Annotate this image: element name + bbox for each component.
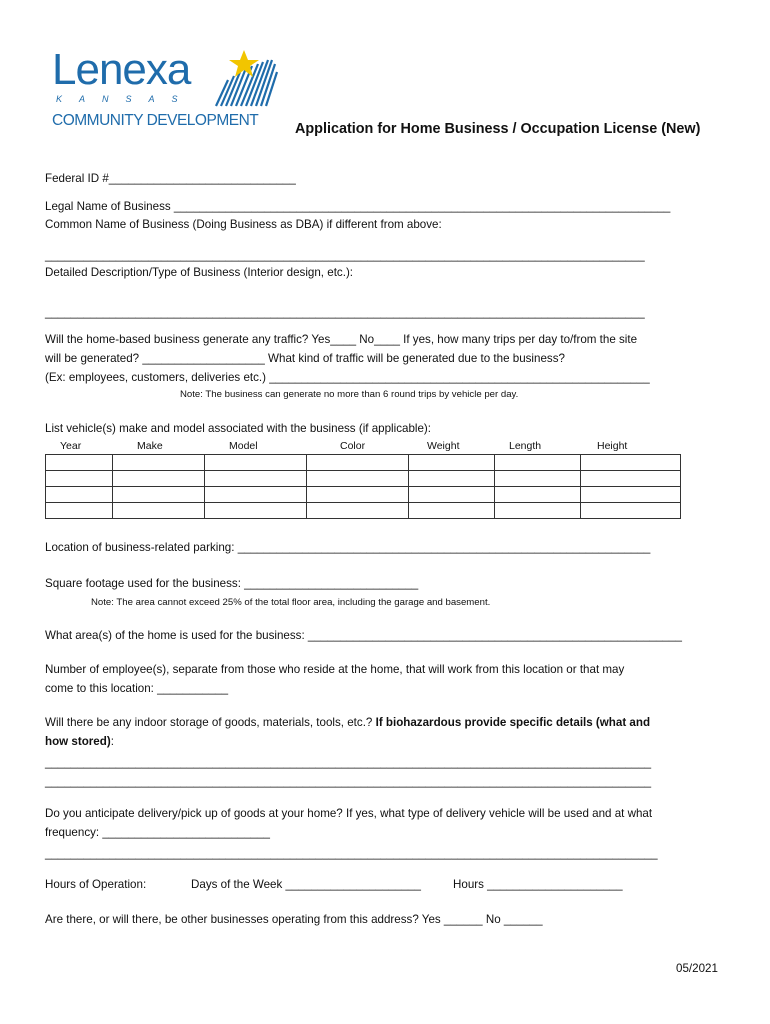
legal-name-field[interactable]: Legal Name of Business _____________________________________________________________________________ bbox=[45, 200, 671, 213]
traffic-note: Note: The business can generate no more than 6 round trips by vehicle per day. bbox=[180, 389, 519, 400]
logo-wordmark: Lenexa bbox=[52, 45, 191, 94]
square-footage-field[interactable]: Square footage used for the business: ___________________________ bbox=[45, 577, 419, 590]
traffic-trips-field[interactable]: will be generated? ___________________ What kind of traffic will be generated due to the business? bbox=[45, 352, 565, 365]
table-cell[interactable] bbox=[581, 471, 681, 487]
table-cell[interactable] bbox=[307, 503, 409, 519]
table-cell[interactable] bbox=[113, 455, 205, 471]
table-cell[interactable] bbox=[307, 455, 409, 471]
other-businesses-field[interactable]: Are there, or will there, be other businesses operating from this address? Yes ______ No ______ bbox=[45, 913, 543, 926]
logo-subtitle: COMMUNITY DEVELOPMENT bbox=[52, 112, 259, 129]
table-cell[interactable] bbox=[113, 471, 205, 487]
storage-question bbox=[45, 716, 650, 730]
table-cell[interactable] bbox=[409, 471, 495, 487]
table-cell[interactable] bbox=[409, 487, 495, 503]
days-of-week-field[interactable]: Days of the Week _____________________ bbox=[191, 878, 421, 891]
vehicle-header-make: Make bbox=[137, 440, 163, 452]
vehicle-table bbox=[45, 454, 681, 519]
employees-field[interactable]: come to this location: ___________ bbox=[45, 682, 229, 695]
traffic-example-field[interactable]: (Ex: employees, customers, deliveries etc.) ___________________________________________________________ bbox=[45, 371, 650, 384]
square-footage-note: Note: The area cannot exceed 25% of the total floor area, including the garage and basement. bbox=[91, 597, 491, 608]
table-cell[interactable] bbox=[495, 503, 581, 519]
common-name-label: Common Name of Business (Doing Business as DBA) if different from above: bbox=[45, 218, 442, 231]
table-cell[interactable] bbox=[581, 455, 681, 471]
logo-state: KANSAS bbox=[56, 94, 195, 104]
storage-question-cont bbox=[45, 735, 114, 749]
home-areas-field[interactable]: What area(s) of the home is used for the business: __________________________________________________________ bbox=[45, 629, 682, 642]
hours-field[interactable]: Hours _____________________ bbox=[453, 878, 623, 891]
vehicle-header-color: Color bbox=[340, 440, 366, 452]
federal-id-field[interactable]: Federal ID #_____________________________ bbox=[45, 172, 296, 185]
common-name-field[interactable]: _____________________________________________________________________________________________ bbox=[45, 249, 645, 262]
vehicle-header-weight: Weight bbox=[427, 440, 460, 452]
table-row bbox=[46, 471, 681, 487]
table-cell[interactable] bbox=[205, 471, 307, 487]
table-cell[interactable] bbox=[205, 455, 307, 471]
table-row bbox=[46, 487, 681, 503]
table-cell[interactable] bbox=[113, 487, 205, 503]
employees-question: Number of employee(s), separate from those who reside at the home, that will work from this location or that may bbox=[45, 663, 625, 676]
table-cell[interactable] bbox=[205, 503, 307, 519]
parking-field[interactable]: Location of business-related parking: ________________________________________________________________ bbox=[45, 541, 651, 554]
storage-field-line-2[interactable]: ______________________________________________________________________________________________ bbox=[45, 775, 652, 788]
storage-field-line-1[interactable]: ______________________________________________________________________________________________ bbox=[45, 756, 652, 769]
table-cell[interactable] bbox=[495, 455, 581, 471]
table-cell[interactable] bbox=[46, 503, 113, 519]
table-cell[interactable] bbox=[205, 487, 307, 503]
table-cell[interactable] bbox=[409, 503, 495, 519]
delivery-frequency-field[interactable]: frequency: __________________________ bbox=[45, 826, 271, 839]
logo-star-grass-icon bbox=[210, 46, 280, 108]
storage-how-stored: how stored) bbox=[45, 735, 111, 748]
table-cell[interactable] bbox=[46, 487, 113, 503]
table-cell[interactable] bbox=[46, 455, 113, 471]
table-cell[interactable] bbox=[495, 471, 581, 487]
vehicle-header-model: Model bbox=[229, 440, 258, 452]
table-cell[interactable] bbox=[307, 471, 409, 487]
storage-colon: : bbox=[110, 735, 114, 748]
table-cell[interactable] bbox=[409, 455, 495, 471]
vehicle-header-height: Height bbox=[597, 440, 628, 452]
vehicle-label: List vehicle(s) make and model associated with the business (if applicable): bbox=[45, 422, 432, 435]
table-cell[interactable] bbox=[46, 471, 113, 487]
page-title: Application for Home Business / Occupation License (New) bbox=[295, 121, 701, 137]
traffic-question[interactable]: Will the home-based business generate any traffic? Yes____ No____ If yes, how many trips per day to/from the site bbox=[45, 333, 638, 346]
storage-question-text: Will there be any indoor storage of goods, materials, tools, etc.? bbox=[45, 716, 376, 729]
vehicle-header-length: Length bbox=[509, 440, 542, 452]
logo bbox=[50, 40, 282, 135]
storage-biohazard-text: If biohazardous provide specific details (what and bbox=[375, 716, 651, 729]
table-cell[interactable] bbox=[495, 487, 581, 503]
description-field[interactable]: _____________________________________________________________________________________________ bbox=[45, 306, 645, 319]
table-cell[interactable] bbox=[113, 503, 205, 519]
table-cell[interactable] bbox=[581, 503, 681, 519]
table-cell[interactable] bbox=[581, 487, 681, 503]
delivery-question: Do you anticipate delivery/pick up of goods at your home? If yes, what type of delivery vehicle will be used and at what bbox=[45, 807, 653, 820]
delivery-field-line[interactable]: _______________________________________________________________________________________________ bbox=[45, 847, 658, 860]
table-row bbox=[46, 503, 681, 519]
table-cell[interactable] bbox=[307, 487, 409, 503]
footer-date: 05/2021 bbox=[676, 962, 718, 975]
hours-label: Hours of Operation: bbox=[45, 878, 147, 891]
table-row bbox=[46, 455, 681, 471]
description-label: Detailed Description/Type of Business (Interior design, etc.): bbox=[45, 266, 354, 279]
vehicle-header-year: Year bbox=[60, 440, 82, 452]
